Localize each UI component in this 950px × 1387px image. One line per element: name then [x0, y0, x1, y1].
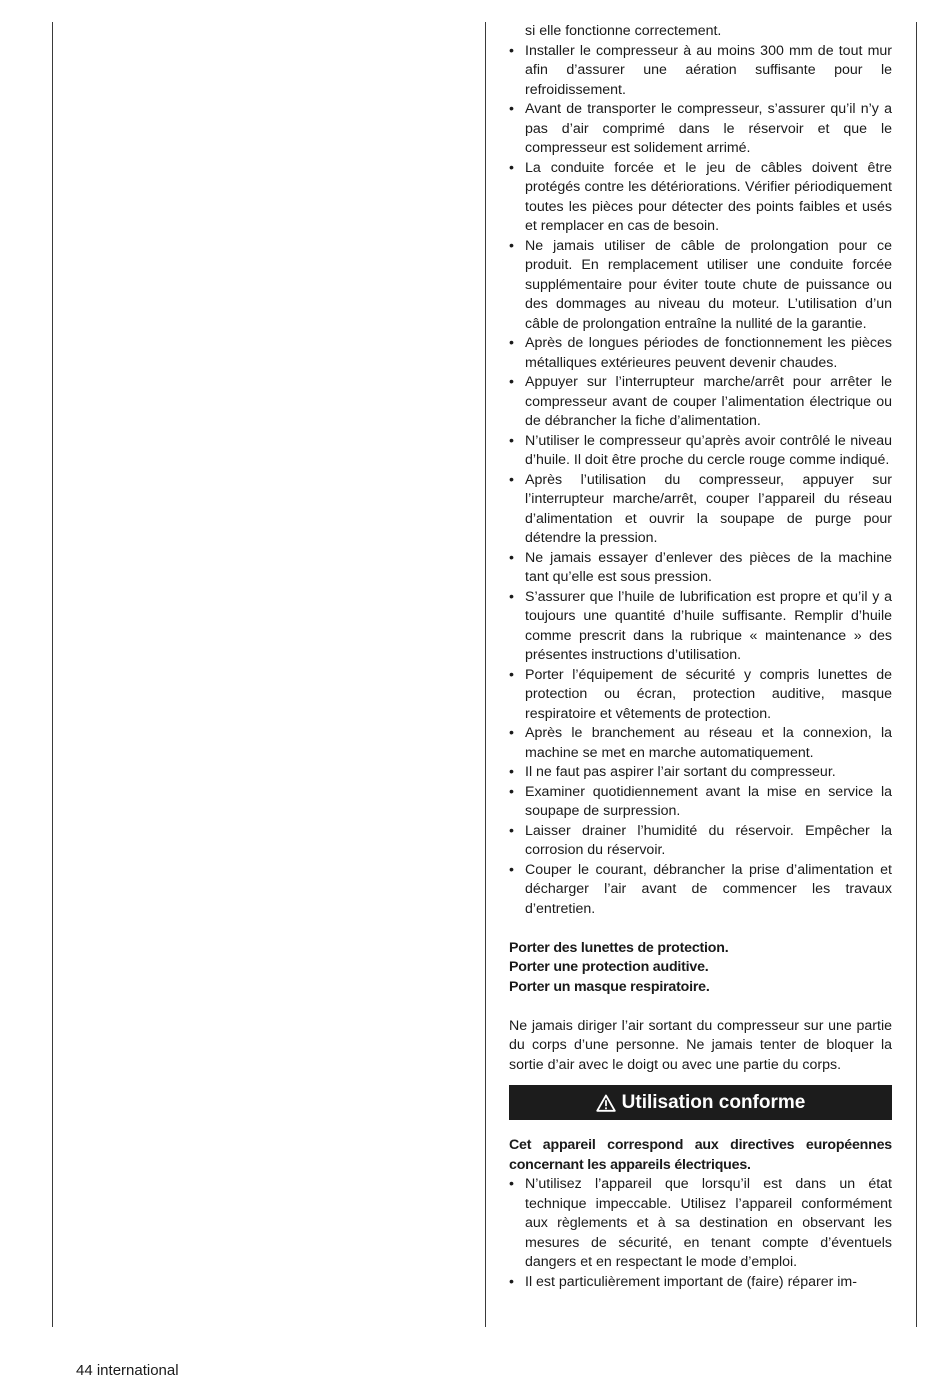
list-item: • Il est particulièrement important de (faire) réparer im- [509, 1273, 892, 1293]
usage-list [509, 1175, 892, 1292]
list-item: • Après l’utilisation du compresseur, appuyer sur l’interrupteur marche/arrêt, couper l’appareil du réseau d’alimentation et ouvrir la soupape de purge pour détendre la pression. [509, 471, 892, 549]
list-item: • Installer le compresseur à au moins 300 mm de tout mur afin d’assurer une aération suffisante pour le refroidissement. [509, 42, 892, 101]
column-rule-middle [485, 22, 486, 1327]
right-column [509, 22, 892, 1292]
section-intro: Cet appareil correspond aux directives européennes concernant les appareils électriques. [509, 1137, 892, 1173]
list-item: • Il ne faut pas aspirer l’air sortant du compresseur. [509, 763, 892, 783]
list-item: • S’assurer que l’huile de lubrification est propre et qu’il y a toujours une quantité d’huile suffisante. Remplir d’huile comme prescrit dans la rubrique « maintenance » des présentes instructions d’utilisation. [509, 588, 892, 666]
list-item: • Après le branchement au réseau et la connexion, la machine se met en marche automatiquement. [509, 724, 892, 763]
page-footer: 44 international [76, 1362, 179, 1379]
list-item: • Ne jamais essayer d’enlever des pièces de la machine tant qu’elle est sous pression. [509, 549, 892, 588]
list-item: • Porter l’équipement de sécurité y compris lunettes de protection ou écran, protection auditive, masque respiratoire et vêtements de protection. [509, 666, 892, 725]
safety-list [509, 42, 892, 920]
protection-mask: Porter un masque respiratoire. [509, 978, 710, 995]
list-item: • Ne jamais utiliser de câble de prolongation pour ce produit. En remplacement utiliser une conduite forcée supplémentaire pour éviter toute chute de puissance ou des dommages au niveau du moteur. L’utilisation d’un câble de prolongation entraîne la nullité de la garantie. [509, 237, 892, 335]
section-heading [509, 1085, 892, 1120]
list-item: • N’utilisez l’appareil que lorsqu’il est dans un état technique impeccable. Utilisez l’appareil conformément aux règlements et à sa destination en observant les mesures de sécurité, en tenant compte d’éventuels dangers et en respectant le mode d’emploi. [509, 1175, 892, 1273]
list-item: • Laisser drainer l’humidité du réservoir. Empêcher la corrosion du réservoir. [509, 822, 892, 861]
list-item: • Avant de transporter le compresseur, s’assurer qu’il n’y a pas d’air comprimé dans le réservoir et que le compresseur est solidement arrimé. [509, 100, 892, 159]
continuation-text: si elle fonctionne correctement. [525, 23, 722, 39]
list-item: • Appuyer sur l’interrupteur marche/arrêt pour arrêter le compresseur avant de couper l’alimentation électrique ou de débrancher la fiche d’alimentation. [509, 373, 892, 432]
column-rule-right [916, 22, 917, 1327]
list-item: • Examiner quotidiennement avant la mise en service la soupape de surpression. [509, 783, 892, 822]
protection-hearing: Porter une protection auditive. [509, 959, 709, 975]
list-item: • La conduite forcée et le jeu de câbles doivent être protégés contre les détériorations. Vérifier périodiquement toutes les pièces pour détecter des points faibles et usés et remplacer en cas de besoin. [509, 159, 892, 237]
warning-triangle-icon [596, 1094, 616, 1112]
list-item: • N’utiliser le compresseur qu’après avoir contrôlé le niveau d’huile. Il doit être proche du cercle rouge comme indiqué. [509, 432, 892, 471]
list-item: • Couper le courant, débrancher la prise d’alimentation et décharger l’air avant de commencer les travaux d’entretien. [509, 861, 892, 920]
column-rule-left [52, 22, 53, 1327]
protection-glasses: Porter des lunettes de protection. [509, 939, 729, 956]
list-item: • Après de longues périodes de fonctionnement les pièces métalliques extérieures peuvent devenir chaudes. [509, 334, 892, 373]
warning-paragraph: Ne jamais diriger l’air sortant du compresseur sur une partie du corps d’une personne. Ne jamais tenter de bloquer la sortie d’air avec le doigt ou avec une partie du corps. [509, 1017, 892, 1073]
section-title: Utilisation conforme [621, 1091, 806, 1113]
